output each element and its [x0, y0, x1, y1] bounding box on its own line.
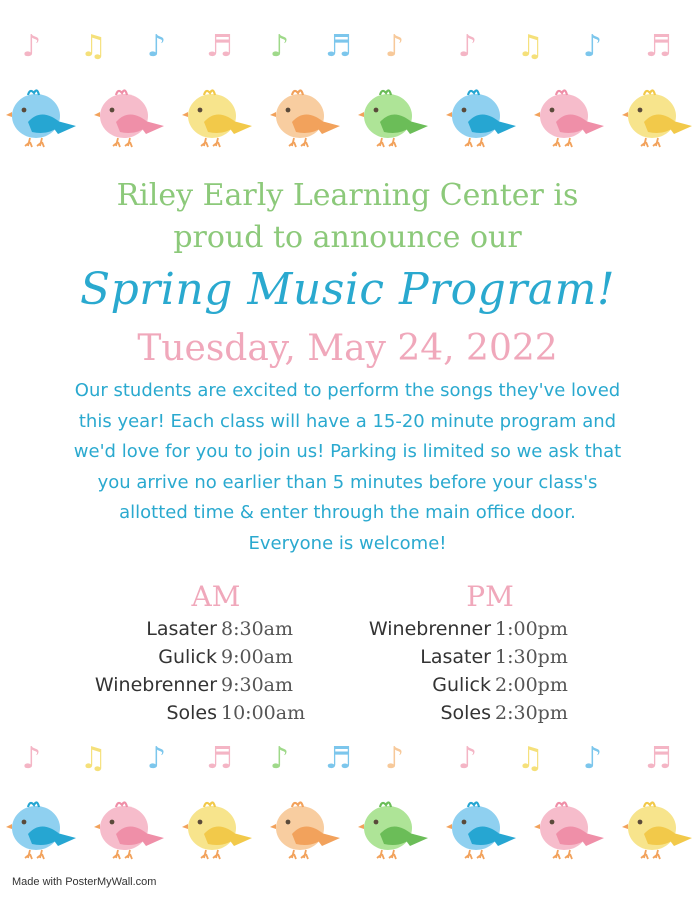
music-note-icon: ♪ — [270, 741, 290, 776]
bird-icon — [534, 796, 606, 862]
class-name: Lasater — [420, 646, 491, 668]
class-name: Lasater — [146, 618, 217, 640]
music-note-icon: ♪ — [147, 741, 167, 776]
description — [0, 376, 695, 559]
description-line: this year! Each class will have a 15-20 minute program and — [78, 410, 617, 432]
class-name: Winebrenner — [368, 618, 491, 640]
top-birds-row — [0, 84, 695, 154]
music-note-icon: ♬ — [325, 29, 352, 64]
credit-text: Made with PosterMyWall.com — [12, 876, 157, 888]
class-time: 1:30pm — [495, 646, 568, 668]
class-time: 9:30am — [221, 674, 294, 696]
bird-icon — [534, 84, 606, 150]
bird-icon — [622, 796, 694, 862]
bird-icon — [6, 84, 78, 150]
music-note-icon: ♪ — [458, 741, 478, 776]
bottom-notes-row — [0, 741, 695, 776]
description-line: you arrive no earlier than 5 minutes before your class's — [97, 471, 598, 493]
pm-row — [0, 615, 695, 643]
music-note-icon: ♪ — [583, 741, 603, 776]
class-time: 2:30pm — [495, 702, 568, 724]
description-line: allotted time & enter through the main office door. — [119, 502, 576, 523]
class-time: 9:00am — [221, 646, 294, 668]
bird-icon — [446, 84, 518, 150]
music-note-icon: ♬ — [325, 741, 352, 776]
top-notes-row — [0, 29, 695, 64]
music-note-icon: ♪ — [458, 29, 478, 64]
bird-icon — [182, 84, 254, 150]
class-name: Gulick — [432, 674, 491, 696]
class-name: Soles — [440, 702, 491, 724]
am-heading: AM — [191, 580, 241, 613]
pm-row — [0, 671, 695, 699]
class-name: Soles — [166, 702, 217, 724]
bird-icon — [182, 796, 254, 862]
class-name: Gulick — [158, 646, 217, 668]
music-note-icon: ♪ — [22, 29, 42, 64]
pm-row — [0, 643, 695, 671]
music-note-icon: ♪ — [385, 741, 405, 776]
description-line: we'd love for you to join us! Parking is limited so we ask that — [73, 441, 622, 462]
bird-icon — [6, 796, 78, 862]
intro-line-1: Riley Early Learning Center is — [116, 178, 579, 213]
bird-icon — [446, 796, 518, 862]
intro-line-2: proud to announce our — [173, 220, 522, 255]
music-note-icon: ♪ — [270, 29, 290, 64]
bottom-birds-row — [0, 796, 695, 866]
bird-icon — [94, 84, 166, 150]
bird-icon — [94, 796, 166, 862]
pm-heading: PM — [466, 580, 514, 613]
pm-row — [0, 699, 695, 727]
bird-icon — [270, 84, 342, 150]
bird-icon — [358, 796, 430, 862]
description-line: Our students are excited to perform the songs they've loved — [74, 380, 621, 401]
music-note-icon: ♫ — [80, 741, 107, 776]
program-title: Spring Music Program! — [79, 264, 616, 315]
class-time: 1:00pm — [495, 618, 568, 640]
bird-icon — [358, 84, 430, 150]
music-note-icon: ♬ — [645, 741, 672, 776]
music-note-icon: ♫ — [80, 29, 107, 64]
class-name: Winebrenner — [94, 674, 217, 696]
music-note-icon: ♫ — [517, 741, 544, 776]
class-time: 2:00pm — [495, 674, 568, 696]
music-note-icon: ♪ — [22, 741, 42, 776]
music-note-icon: ♬ — [645, 29, 672, 64]
bird-icon — [270, 796, 342, 862]
music-note-icon: ♬ — [206, 29, 233, 64]
music-note-icon: ♪ — [385, 29, 405, 64]
bird-icon — [622, 84, 694, 150]
program-date: Tuesday, May 24, 2022 — [137, 328, 558, 369]
class-time: 10:00am — [221, 702, 306, 724]
music-note-icon: ♪ — [583, 29, 603, 64]
description-line: Everyone is welcome! — [248, 532, 447, 554]
music-note-icon: ♬ — [206, 741, 233, 776]
music-note-icon: ♪ — [147, 29, 167, 64]
music-note-icon: ♫ — [517, 29, 544, 64]
class-time: 8:30am — [221, 618, 294, 640]
